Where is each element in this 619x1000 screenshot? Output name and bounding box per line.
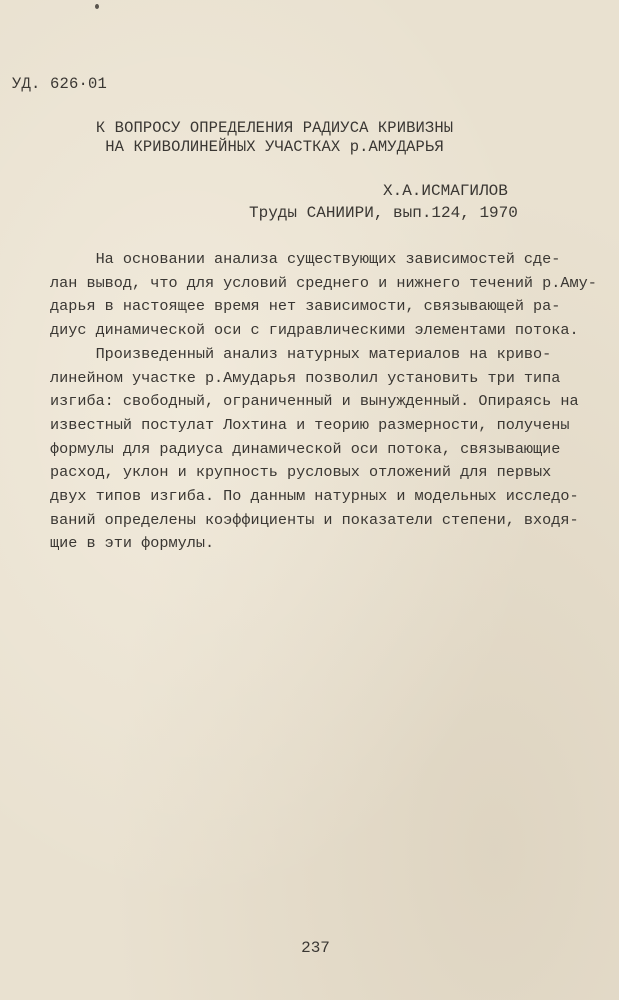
udc-code: УД. 626·01 bbox=[12, 75, 108, 93]
body-line: формулы для радиуса динамической оси потока, связывающие bbox=[50, 439, 561, 458]
body-line: диус динамической оси с гидравлическими элементами потока. bbox=[50, 321, 579, 340]
body-line: На основании анализа существующих зависимостей сде- bbox=[50, 250, 561, 268]
body-line: Произведенный анализ натурных материалов на криво- bbox=[50, 344, 552, 363]
page-number: 237 bbox=[301, 939, 330, 957]
publication-source: Труды САНИИРИ, вып.124, 1970 bbox=[249, 204, 518, 222]
body-line: известный постулат Лохтина и теорию размерности, получены bbox=[50, 415, 570, 434]
body-line: ваний определены коэффициенты и показатели степени, входя- bbox=[50, 510, 579, 529]
body-line: двух типов изгиба. По данным натурных и модельных исследо- bbox=[50, 487, 579, 506]
title-line-1: К ВОПРОСУ ОПРЕДЕЛЕНИЯ РАДИУСА КРИВИЗНЫ bbox=[95, 119, 454, 137]
body-line: изгиба: свободный, ограниченный и вынужденный. Опираясь на bbox=[50, 392, 579, 411]
title-line-2: НА КРИВОЛИНЕЙНЫХ УЧАСТКАХ р.АМУДАРЬЯ bbox=[105, 138, 444, 156]
body-line: щие в эти формулы. bbox=[50, 534, 215, 553]
abstract-body bbox=[50, 248, 597, 556]
body-line: лан вывод, что для условий среднего и нижнего течений р.Аму- bbox=[50, 273, 597, 292]
body-line: линейном участке р.Амударья позволил установить три типа bbox=[50, 368, 561, 387]
author-name: Х.А.ИСМАГИЛОВ bbox=[383, 182, 508, 200]
body-line: дарья в настоящее время нет зависимости, связывающей ра- bbox=[50, 297, 561, 316]
punch-dot-mark bbox=[95, 4, 99, 9]
body-line: расход, уклон и крупность русловых отложений для первых bbox=[50, 463, 552, 482]
